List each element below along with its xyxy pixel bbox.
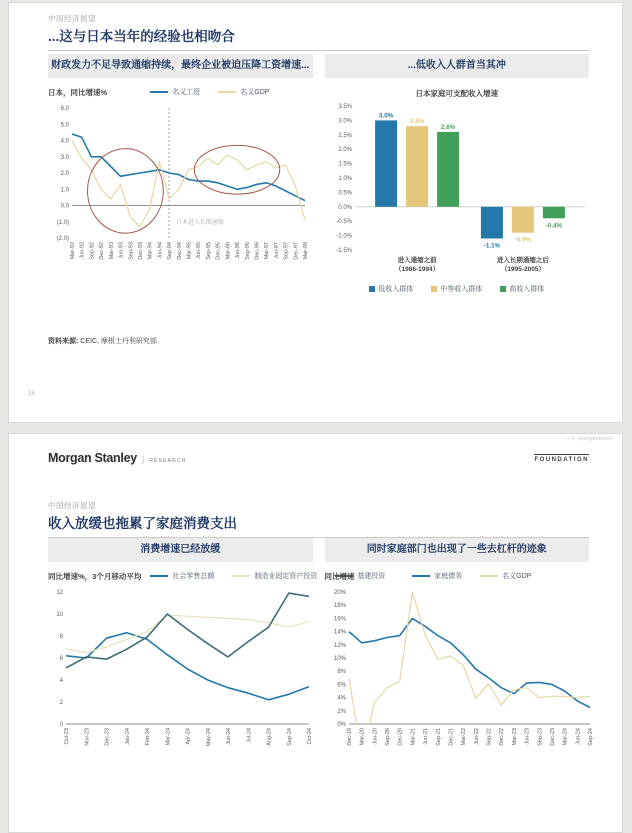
svg-text:Sep-24: Sep-24 <box>587 728 594 746</box>
page-number: 16 <box>28 391 35 397</box>
svg-text:3.0: 3.0 <box>60 154 69 161</box>
svg-text:8: 8 <box>59 634 63 640</box>
title-block <box>48 500 589 538</box>
page-title: 收入放缓也拖累了家庭消费支出 <box>48 516 237 531</box>
svg-text:Mar-24: Mar-24 <box>562 728 569 746</box>
svg-text:Mar-93: Mar-93 <box>108 242 115 260</box>
svg-text:Dec-22: Dec-22 <box>498 728 505 746</box>
legend-swatch <box>412 575 430 577</box>
bar-chart-title: 日本家庭可支配收入增速 <box>415 89 498 98</box>
svg-text:Aug-24: Aug-24 <box>266 728 273 746</box>
panel-header-left: 消费增速已经放缓 <box>48 538 313 562</box>
panel-header-right: 同时家庭部门也出现了一些去杠杆的迹象 <box>325 538 590 562</box>
svg-text:Jun-22: Jun-22 <box>473 728 480 745</box>
svg-text:Sep-23: Sep-23 <box>536 728 543 746</box>
svg-text:Dec-95: Dec-95 <box>215 242 222 260</box>
svg-text:Dec-96: Dec-96 <box>254 242 261 260</box>
svg-text:Mar-21: Mar-21 <box>409 728 416 746</box>
svg-text:3.0%: 3.0% <box>378 112 393 120</box>
source-text: CEIC, 摩根士丹利研究部 <box>78 338 157 345</box>
bar-chart-japan-disposable-income <box>325 102 590 280</box>
chart-columns <box>48 54 589 294</box>
svg-text:12: 12 <box>56 590 63 596</box>
svg-text:18%: 18% <box>333 603 346 610</box>
foundation-badge: FOUNDATION <box>534 454 589 463</box>
svg-text:Dec-19: Dec-19 <box>346 728 353 746</box>
legend-label: 基建投资 <box>357 573 386 580</box>
svg-text:2%: 2% <box>336 708 346 715</box>
svg-text:Jul-24: Jul-24 <box>246 728 253 743</box>
legend-swatch <box>431 286 437 292</box>
svg-text:5.0: 5.0 <box>60 122 69 129</box>
svg-text:Sep-92: Sep-92 <box>89 242 96 260</box>
svg-text:Jun-97: Jun-97 <box>273 242 280 259</box>
legend-label: 高收入群体 <box>509 286 545 293</box>
legend-item <box>480 571 531 581</box>
legend-swatch <box>369 286 375 292</box>
title-block <box>48 13 589 51</box>
axis-unit-label: 日本，同比增速% <box>48 88 108 97</box>
chart-legend <box>355 571 590 581</box>
slide-page-2 <box>8 433 623 833</box>
svg-text:Sep-97: Sep-97 <box>283 242 290 260</box>
svg-text:Feb-24: Feb-24 <box>145 728 151 746</box>
svg-text:8%: 8% <box>336 669 346 676</box>
svg-text:1.0: 1.0 <box>60 187 69 194</box>
line-chart-consumption <box>48 586 313 758</box>
svg-text:Jun-96: Jun-96 <box>235 242 242 259</box>
svg-text:1.0%: 1.0% <box>337 176 352 182</box>
legend-label: 社会零售总额 <box>172 573 215 580</box>
svg-text:0.0%: 0.0% <box>337 204 352 211</box>
slide-eyebrow: 中国经济展望 <box>48 501 96 510</box>
slide-eyebrow: 中国经济展望 <box>48 14 96 23</box>
svg-text:Mar-96: Mar-96 <box>225 242 232 260</box>
svg-text:3.0%: 3.0% <box>337 118 352 125</box>
panel-deleveraging <box>324 538 594 758</box>
title-divider <box>48 50 589 51</box>
svg-text:10%: 10% <box>333 656 346 662</box>
panel-header-right: ...低收入人群首当其冲 <box>325 54 590 78</box>
svg-text:Mar-94: Mar-94 <box>147 242 154 260</box>
svg-text:Sep-24: Sep-24 <box>286 728 293 746</box>
svg-text:Nov-23: Nov-23 <box>84 728 91 746</box>
legend-item <box>150 87 200 97</box>
svg-text:2.5%: 2.5% <box>337 132 352 139</box>
research-label: RESEARCH <box>149 458 187 464</box>
svg-text:0.0: 0.0 <box>60 203 69 210</box>
svg-text:Sep-93: Sep-93 <box>128 242 135 260</box>
svg-text:Jun-95: Jun-95 <box>196 242 203 259</box>
legend-swatch <box>150 575 168 577</box>
svg-text:(1.0): (1.0) <box>56 219 69 226</box>
legend-label: 名义GDP <box>502 573 532 580</box>
svg-text:Oct-24: Oct-24 <box>307 728 313 745</box>
logo-row <box>48 451 589 465</box>
svg-text:May-24: May-24 <box>205 728 212 747</box>
logo-separator: | <box>141 454 145 464</box>
legend-swatch <box>218 91 236 93</box>
svg-text:2.8%: 2.8% <box>409 118 424 126</box>
svg-text:-1.1%: -1.1% <box>483 242 500 250</box>
svg-text:Sep-21: Sep-21 <box>435 728 442 746</box>
panel-japan-income <box>325 54 590 294</box>
legend-label: 名义GDP <box>240 89 270 96</box>
svg-text:Jun-23: Jun-23 <box>524 728 531 745</box>
svg-text:2.0: 2.0 <box>60 171 69 177</box>
svg-text:14%: 14% <box>333 629 346 636</box>
chart-columns <box>48 538 594 758</box>
svg-text:Mar-23: Mar-23 <box>511 728 518 746</box>
svg-text:Sep-20: Sep-20 <box>384 728 391 746</box>
svg-text:Sep-22: Sep-22 <box>486 728 493 746</box>
line-chart-household-debt <box>325 586 594 758</box>
svg-text:Sep-96: Sep-96 <box>244 242 251 260</box>
svg-text:12%: 12% <box>333 642 346 649</box>
svg-text:-0.4%: -0.4% <box>545 222 562 230</box>
svg-text:6.0: 6.0 <box>60 106 69 112</box>
svg-text:0%: 0% <box>336 722 346 728</box>
svg-text:Mar-20: Mar-20 <box>359 728 366 746</box>
svg-text:4%: 4% <box>336 695 346 702</box>
legend-item <box>500 284 544 294</box>
legend-label: 低收入群体 <box>378 286 414 293</box>
svg-text:Apr-24: Apr-24 <box>185 728 192 745</box>
legend-item <box>369 284 413 294</box>
svg-text:Dec-93: Dec-93 <box>137 242 144 260</box>
legend-item <box>412 571 462 581</box>
svg-text:6: 6 <box>59 656 63 662</box>
svg-text:Dec-92: Dec-92 <box>99 242 106 260</box>
svg-text:2: 2 <box>59 700 63 706</box>
morgan-stanley-logo: Morgan Stanley <box>48 451 137 465</box>
bar-chart-legend <box>325 284 590 294</box>
legend-swatch <box>500 286 506 292</box>
svg-text:进入通缩之前: 进入通缩之前 <box>397 257 437 264</box>
svg-text:Dec-21: Dec-21 <box>447 728 454 746</box>
svg-text:10: 10 <box>56 612 63 618</box>
axis-unit-label: 同比增速%，3个月移动平均 <box>48 572 142 581</box>
line-chart-japan-wages-gdp <box>48 102 313 274</box>
legend-label: 名义工资 <box>172 89 201 96</box>
svg-text:-0.5%: -0.5% <box>335 219 352 226</box>
slide-page-1 <box>8 2 623 423</box>
svg-text:16%: 16% <box>333 616 346 623</box>
svg-text:2.6%: 2.6% <box>440 123 455 131</box>
svg-text:（1986-1994）: （1986-1994） <box>394 266 439 273</box>
svg-text:6%: 6% <box>336 682 346 689</box>
svg-text:Mar-24: Mar-24 <box>165 728 172 746</box>
svg-text:20%: 20% <box>333 590 346 596</box>
legend-item <box>232 571 317 581</box>
legend-label: 中等收入群体 <box>440 286 483 293</box>
svg-text:（1995-2005）: （1995-2005） <box>500 266 545 273</box>
svg-text:Mar-22: Mar-22 <box>460 728 467 746</box>
chart-meta-row <box>48 571 386 586</box>
user-watermark: + V. quangkubovnf <box>566 436 612 442</box>
svg-text:3.5%: 3.5% <box>337 104 352 110</box>
legend-swatch <box>232 575 250 577</box>
svg-text:Dec-97: Dec-97 <box>293 242 300 260</box>
legend-item <box>431 284 482 294</box>
svg-text:Mar-92: Mar-92 <box>70 242 76 260</box>
svg-text:0.5%: 0.5% <box>337 190 352 197</box>
svg-text:Jun-24: Jun-24 <box>574 728 581 745</box>
legend-label: 家庭债务 <box>434 573 463 580</box>
svg-text:Jun-20: Jun-20 <box>371 728 378 745</box>
svg-text:Dec-23: Dec-23 <box>104 728 111 746</box>
legend-swatch <box>480 575 498 577</box>
svg-text:-1.5%: -1.5% <box>335 248 352 254</box>
svg-text:进入长期通缩之后: 进入长期通缩之后 <box>496 257 549 264</box>
svg-text:Dec-20: Dec-20 <box>397 728 404 746</box>
svg-text:Mar-97: Mar-97 <box>264 242 271 260</box>
legend-item <box>150 571 214 581</box>
panel-header-left: 财政发力不足导致通缩持续，最终企业被迫压降工资增速... <box>48 54 313 78</box>
page-title: ...这与日本当年的经验也相吻合 <box>48 29 235 44</box>
source-label: 资料来源: <box>48 338 79 345</box>
panel-japan-wages <box>48 54 313 294</box>
svg-text:4.0: 4.0 <box>60 138 69 145</box>
legend-item <box>218 87 269 97</box>
svg-text:Dec-94: Dec-94 <box>176 242 183 260</box>
svg-text:Sep-94: Sep-94 <box>167 242 174 260</box>
svg-text:Mar-95: Mar-95 <box>186 242 193 260</box>
svg-text:0: 0 <box>59 722 63 728</box>
chart-meta-row <box>325 571 590 586</box>
axis-unit-label: 同比增速 <box>324 572 355 581</box>
svg-text:-1.0%: -1.0% <box>335 233 352 240</box>
source-note <box>48 336 157 346</box>
svg-text:日本进入长期通缩: 日本进入长期通缩 <box>175 220 224 227</box>
chart-legend <box>107 87 312 97</box>
svg-text:Jun-21: Jun-21 <box>422 728 429 745</box>
chart-meta-row <box>48 87 313 102</box>
svg-text:Jun-24: Jun-24 <box>226 728 232 745</box>
svg-text:Mar-98: Mar-98 <box>303 242 309 260</box>
svg-text:Dec-23: Dec-23 <box>549 728 556 746</box>
svg-text:Jan-24: Jan-24 <box>124 728 131 745</box>
svg-text:Sep-95: Sep-95 <box>205 242 212 260</box>
svg-text:-0.9%: -0.9% <box>514 236 531 244</box>
svg-text:Jun-94: Jun-94 <box>157 242 164 259</box>
svg-text:(2.0): (2.0) <box>56 236 69 242</box>
legend-swatch <box>150 91 168 93</box>
svg-text:Jun-92: Jun-92 <box>79 242 86 259</box>
svg-text:Jun-93: Jun-93 <box>118 242 125 259</box>
svg-text:2.0%: 2.0% <box>337 147 352 154</box>
legend-label: 制造业固定资产投资 <box>254 573 318 580</box>
svg-text:4: 4 <box>59 678 63 684</box>
svg-text:1.5%: 1.5% <box>337 161 352 168</box>
svg-text:Oct-23: Oct-23 <box>64 728 70 745</box>
